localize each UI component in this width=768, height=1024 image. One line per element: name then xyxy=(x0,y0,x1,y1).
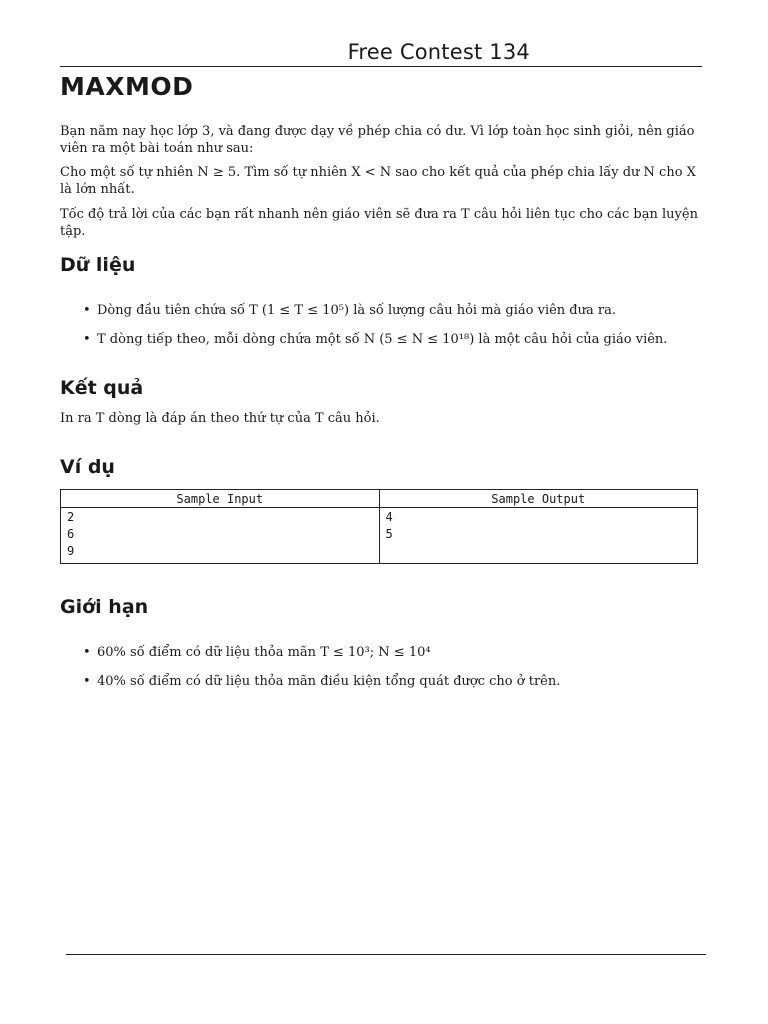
problem-page xyxy=(60,0,702,1024)
sample-input-line: 2 xyxy=(67,510,75,524)
table-row xyxy=(61,508,698,564)
output-heading: Kết quả xyxy=(60,377,144,399)
input-item-2-text: T dòng tiếp theo, mỗi dòng chứa một số N (5 ≤ N ≤ 10¹⁸) là một câu hỏi của giáo viên. xyxy=(97,332,668,347)
example-heading: Ví dụ xyxy=(60,456,115,478)
list-item xyxy=(60,302,702,319)
statement-paragraph-3: Tốc độ trả lời của các bạn rất nhanh nên giáo viên sẽ đưa ra T câu hỏi liên tục cho các bạn luyện tập. xyxy=(60,207,698,239)
limits-heading: Giới hạn xyxy=(60,596,149,618)
limits-item-2-text: 40% số điểm có dữ liệu thỏa mãn điều kiện tổng quát được cho ở trên. xyxy=(97,674,561,689)
statement-paragraph-1: Bạn năm nay học lớp 3, và đang được dạy về phép chia có dư. Vì lớp toàn học sinh giỏi, nên giáo viên ra một bài toán như sau: xyxy=(60,124,695,156)
list-item xyxy=(60,331,702,348)
list-item xyxy=(60,644,702,661)
output-description: In ra T dòng là đáp án theo thứ tự của T câu hỏi. xyxy=(60,411,380,426)
limits-item-1-text: 60% số điểm có dữ liệu thỏa mãn T ≤ 10³; N ≤ 10⁴ xyxy=(97,645,431,660)
header-divider xyxy=(60,66,702,67)
sample-input-line: 6 xyxy=(67,527,75,541)
sample-input-line: 9 xyxy=(67,544,75,558)
sample-input-cell xyxy=(61,508,380,564)
bullet-icon: • xyxy=(83,645,91,660)
bullet-icon: • xyxy=(83,303,91,318)
input-item-1-text: Dòng đầu tiên chứa số T (1 ≤ T ≤ 10⁵) là số lượng câu hỏi mà giáo viên đưa ra. xyxy=(97,303,616,318)
bullet-icon: • xyxy=(83,332,91,347)
sample-table xyxy=(60,489,698,564)
sample-input-header: Sample Input xyxy=(61,490,380,508)
sample-output-header: Sample Output xyxy=(379,490,698,508)
table-header-row xyxy=(61,490,698,508)
sample-output-line: 4 xyxy=(385,510,393,524)
sample-output-cell xyxy=(379,508,698,564)
contest-title: Free Contest 134 xyxy=(347,40,530,64)
sample-output-line: 5 xyxy=(385,527,393,541)
bullet-icon: • xyxy=(83,674,91,689)
problem-title: MAXMOD xyxy=(60,72,194,101)
input-list xyxy=(60,302,702,360)
statement-paragraph-2: Cho một số tự nhiên N ≥ 5. Tìm số tự nhiên X < N sao cho kết quả của phép chia lấy dư N cho X là lớn nhất. xyxy=(60,165,696,197)
input-heading: Dữ liệu xyxy=(60,254,136,276)
footer-divider xyxy=(66,954,706,955)
limits-list xyxy=(60,644,702,702)
list-item xyxy=(60,673,702,690)
